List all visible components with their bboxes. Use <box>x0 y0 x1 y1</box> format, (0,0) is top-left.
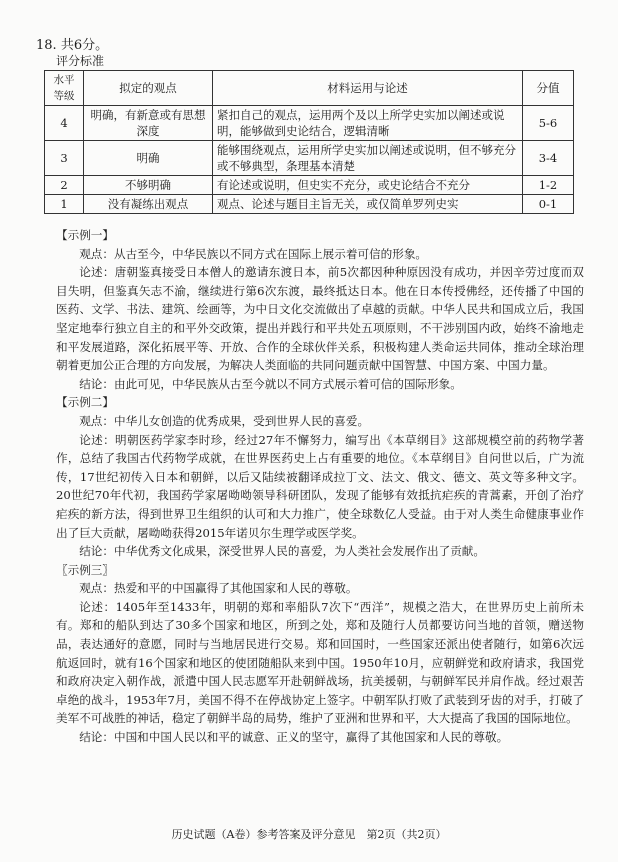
example-viewpoint: 观点：热爱和平的中国赢得了其他国家和人民的尊敬。 <box>79 581 358 596</box>
examples-body <box>56 226 584 747</box>
content-cell: 能够围绕观点，运用所学史实加以阐述或说明，但不够充分或不够典型，条理基本清楚 <box>213 141 523 176</box>
score-cell: 1-2 <box>523 176 574 195</box>
content-cell: 紧扣自己的观点，运用两个及以上所学史实加以阐述或说明，能够做到史论结合，逻辑清晰 <box>213 106 523 141</box>
rubric-row <box>45 176 574 195</box>
level-cell: 1 <box>45 195 84 214</box>
example-viewpoint: 观点：中华儿女创造的优秀成果，受到世界人民的喜爱。 <box>79 413 370 428</box>
score-cell: 3-4 <box>523 141 574 176</box>
view-cell: 不够明确 <box>84 176 213 195</box>
level-cell: 4 <box>45 106 84 141</box>
example-viewpoint: 观点：从古至今，中华民族以不同方式在国际上展示着可信的形象。 <box>79 246 428 261</box>
question-header <box>36 34 108 53</box>
header-level: 水平等级 <box>45 71 84 106</box>
example-argument: 论述：唐朝鉴真接受日本僧人的邀请东渡日本，前5次都因种种原因没有成功，并因辛劳过度而双目失明，但鉴真矢志不渝，继续进行第6次东渡，最终抵达日本。他在日本传授佛经，还传播了中国的医药、文学、书法、建筑、绘画等，为中日文化交流做出了卓越的贡献。中华人民共和国成立后，我国坚定地奉行独立自主的和平外交政策，提出并践行和平共处五项原则，不干涉别国内政，始终不渝地走和平发展道路，深化拓展平等、开放、合作的全球伙伴关系，积极构建人类命运共同体，推动全球治理朝着更加公正合理的方向发展，为解决人类面临的共同问题贡献中国智慧、中国方案、中国力量。 <box>56 265 584 373</box>
example-conclusion: 结论：中华优秀文化成果，深受世界人民的喜爱，为人类社会发展作出了贡献。 <box>79 544 485 559</box>
level-cell: 2 <box>45 176 84 195</box>
example-label: 【示例一】 <box>56 228 114 242</box>
page-footer: 历史试题（A卷）参考答案及评分意见 第2页（共2页） <box>171 828 447 841</box>
rubric-header-row <box>45 71 574 106</box>
example-label: 〖示例三〗 <box>56 562 114 577</box>
example-conclusion: 结论：由此可见，中华民族从古至今就以不同方式展示着可信的国际形象。 <box>79 376 462 391</box>
rubric-row <box>45 106 574 141</box>
level-cell: 3 <box>45 141 84 176</box>
content-cell: 观点、论述与题目主旨无关，或仅简单罗列史实 <box>213 195 523 214</box>
score-cell: 5-6 <box>523 106 574 141</box>
rubric-row <box>45 141 574 176</box>
question-points: 共6分。 <box>60 38 109 53</box>
example-label: 【示例二】 <box>56 395 114 410</box>
question-number: 18. <box>36 38 57 53</box>
view-cell: 明确 <box>84 141 213 176</box>
header-content: 材料运用与论述 <box>213 71 523 106</box>
example-conclusion: 结论：中国和中国人民以和平的诚意、正义的坚守，赢得了其他国家和人民的尊敬。 <box>79 730 509 745</box>
rubric-table <box>44 70 574 214</box>
content-cell: 有论述或说明，但史实不充分，或史论结合不充分 <box>213 176 523 195</box>
example-argument: 论述：1405年至1433年，明朝的郑和率船队7次下“西洋”，规模之浩大，在世界历史上前所未有。郑和的船队到达了30多个国家和地区，所到之处，郑和及随行人员都要访问当地的首领，赠送物品，表达通好的意愿，同时与当地居民进行交易。郑和回国时，一些国家还派出使者随行，如第6次远航返回时，就有16个国家和地区的使团随船队来到中国。1950年10月，应朝鲜党和政府请求，我国党和政府决定入朝作战，派遣中国人民志愿军开赴朝鲜战场，抗美援朝，与朝鲜军民并肩作战。经过艰苦卓绝的战斗，1953年7月，美国不得不在停战协定上签字。中朝军队打败了武装到牙齿的对手，打破了美军不可战胜的神话，稳定了朝鲜半岛的局势，维护了亚洲和世界和平，大大提高了我国的国际地位。 <box>56 599 584 726</box>
header-view: 拟定的观点 <box>84 71 213 106</box>
rubric-title: 评分标准 <box>56 54 105 68</box>
example-argument: 论述：明朝医药学家李时珍，经过27年不懈努力，编写出《本草纲目》这部规模空前的药物学著作，总结了我国古代药物学成就，在世界医药史上占有重要的地位。《本草纲目》自问世以后，广为流传，17世纪初传入日本和朝鲜，以后又陆续被翻译成拉丁文、法文、俄文、德文、英文等多种文字。20世纪70年代初，我国药学家屠呦呦领导科研团队，发现了能够有效抵抗疟疾的青蒿素，开创了治疗疟疾的新方法，得到世界卫生组织的认可和大力推广，使全球数亿人受益。由于对人类生命健康事业作出了巨大贡献，屠呦呦获得2015年诺贝尔生理学或医学奖。 <box>56 432 584 540</box>
rubric-row <box>45 195 574 214</box>
score-cell: 0-1 <box>523 195 574 214</box>
view-cell: 明确，有新意或有思想深度 <box>84 106 213 141</box>
view-cell: 没有凝练出观点 <box>84 195 213 214</box>
header-score: 分值 <box>523 71 574 106</box>
